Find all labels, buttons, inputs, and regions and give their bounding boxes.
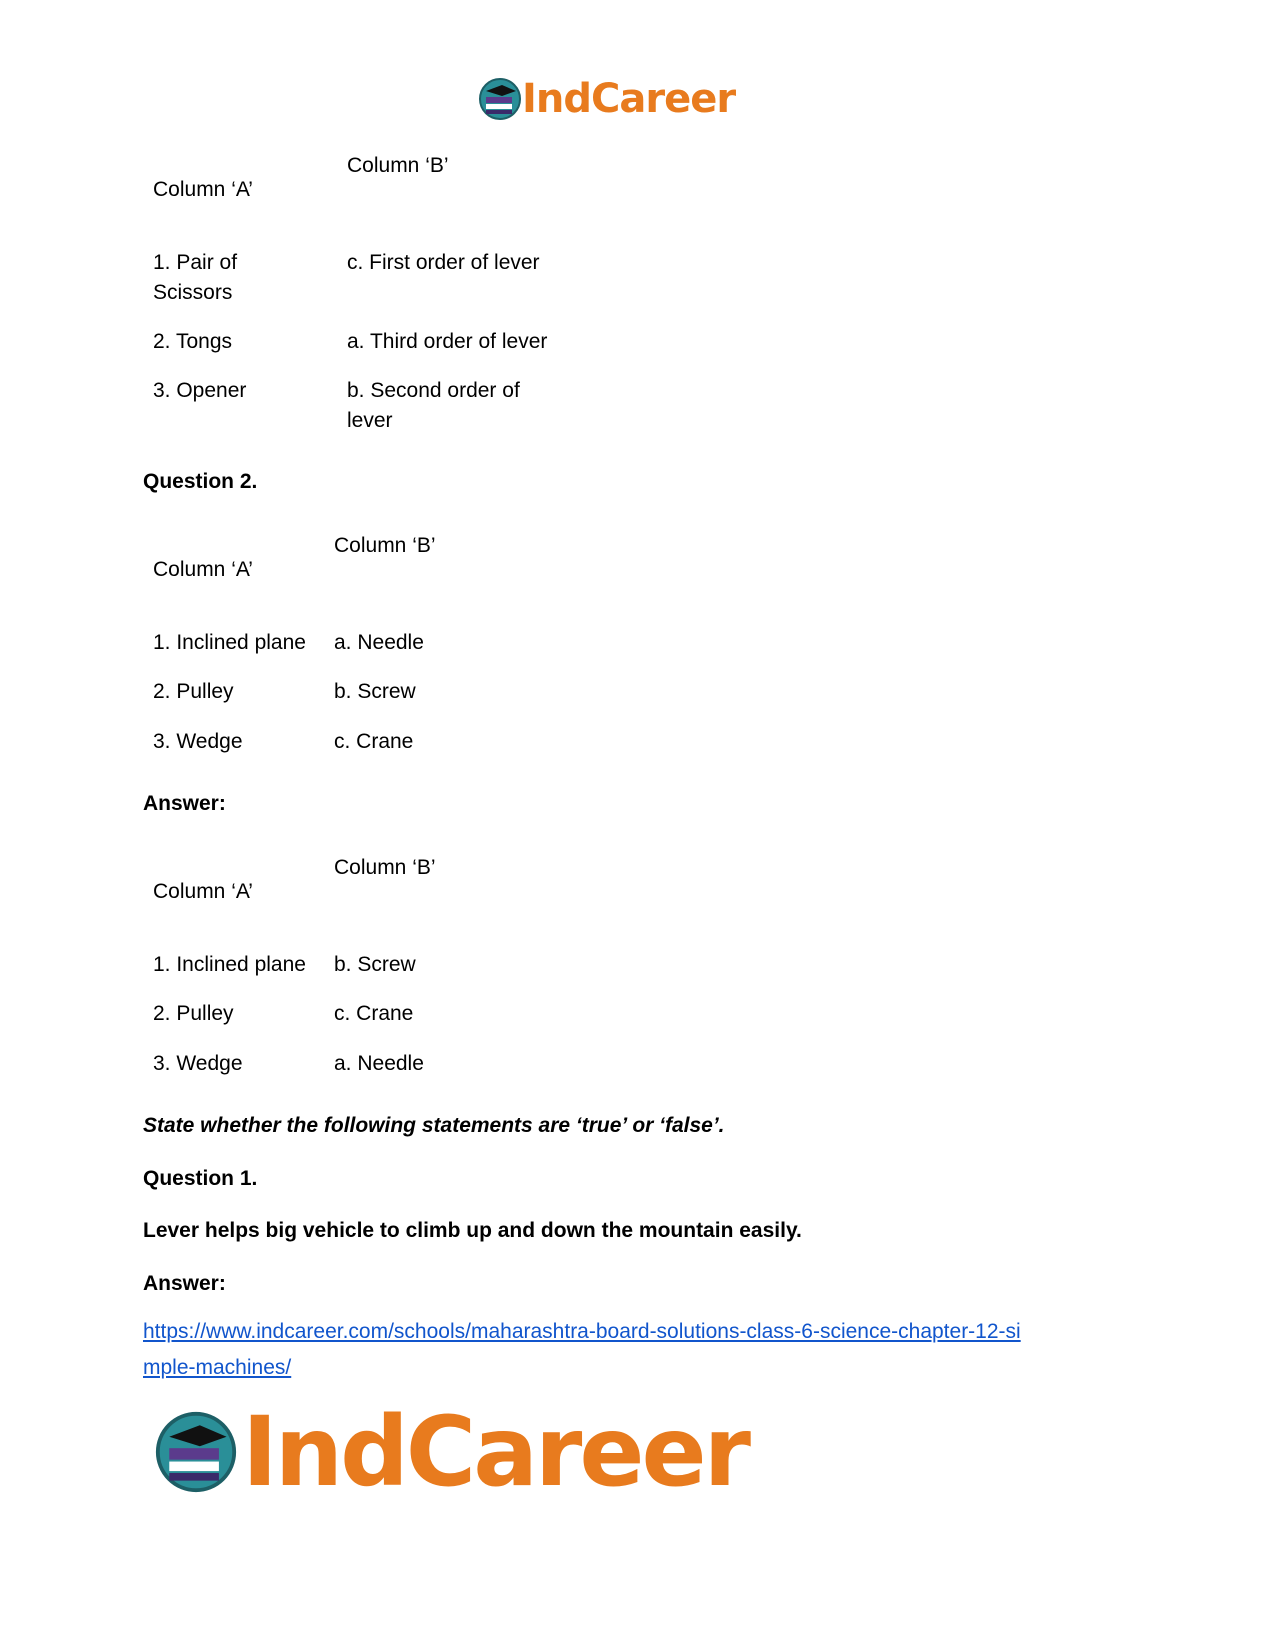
table1-row1-a: 1. Pair of Scissors bbox=[153, 251, 238, 304]
table2-col-b-header: Column ‘B’ bbox=[334, 534, 436, 557]
table1-col-a-header: Column ‘A’ bbox=[153, 178, 253, 201]
table2-row2-a: 2. Pulley bbox=[153, 680, 234, 703]
table1-row2-a: 2. Tongs bbox=[153, 330, 233, 353]
table2-col-a-header: Column ‘A’ bbox=[153, 558, 253, 581]
table3-row2-b: c. Crane bbox=[334, 1002, 414, 1025]
globe-book-icon bbox=[478, 77, 522, 121]
answer-heading-1: Answer: bbox=[143, 792, 226, 815]
question1-text: Lever helps big vehicle to climb up and down the mountain easily. bbox=[143, 1219, 802, 1242]
table1-row3-b: b. Second order of lever bbox=[347, 379, 520, 432]
table3-col-b-header: Column ‘B’ bbox=[334, 856, 436, 879]
table1-row1-b: c. First order of lever bbox=[347, 251, 540, 274]
table2-row3-a: 3. Wedge bbox=[153, 730, 243, 753]
header-logo bbox=[478, 76, 735, 122]
answer-heading-2: Answer: bbox=[143, 1272, 226, 1295]
table3-row1-b: b. Screw bbox=[334, 953, 416, 976]
table2-row1-a: 1. Inclined plane bbox=[153, 631, 306, 654]
logo-text: IndCareer bbox=[242, 1396, 748, 1508]
table3-col-a-header: Column ‘A’ bbox=[153, 880, 253, 903]
true-false-heading: State whether the following statements are ‘true’ or ‘false’. bbox=[143, 1114, 725, 1137]
footer-logo bbox=[154, 1396, 748, 1508]
table2-row3-b: c. Crane bbox=[334, 730, 414, 753]
table2-row1-b: a. Needle bbox=[334, 631, 424, 654]
globe-book-icon bbox=[154, 1410, 238, 1494]
table2-row2-b: b. Screw bbox=[334, 680, 416, 703]
table3-row3-a: 3. Wedge bbox=[153, 1052, 243, 1075]
table3-row3-b: a. Needle bbox=[334, 1052, 424, 1075]
table3-row2-a: 2. Pulley bbox=[153, 1002, 234, 1025]
question2-heading: Question 2. bbox=[143, 470, 258, 493]
table3-row1-a: 1. Inclined plane bbox=[153, 953, 306, 976]
logo-text: IndCareer bbox=[522, 76, 736, 122]
table1-col-b-header: Column ‘B’ bbox=[347, 154, 449, 177]
question1-heading: Question 1. bbox=[143, 1167, 258, 1190]
source-link[interactable]: https://www.indcareer.com/schools/maharashtra-board-solutions-class-6-science-chapter-12-si mple-machines/ bbox=[143, 1320, 1021, 1379]
table1-row3-a: 3. Opener bbox=[153, 379, 247, 402]
table1-row2-b: a. Third order of lever bbox=[347, 330, 548, 353]
